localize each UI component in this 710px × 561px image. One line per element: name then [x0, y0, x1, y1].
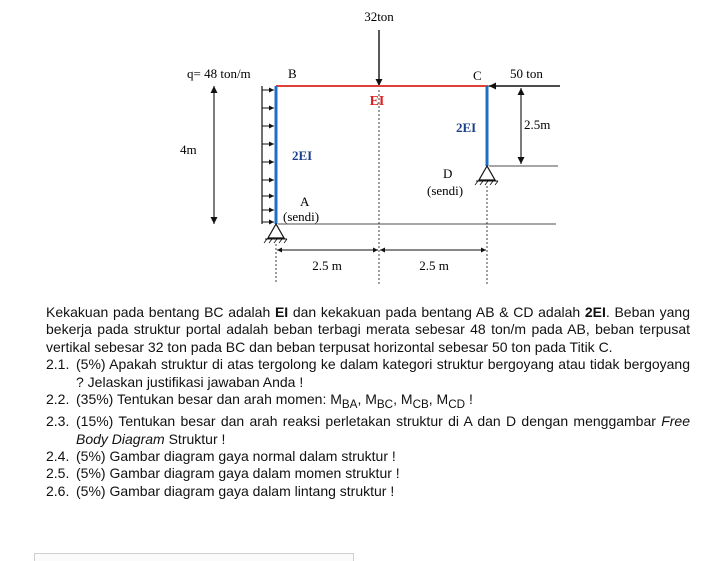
beam-stiffness-label: EI [369, 94, 385, 109]
question-text: , M [393, 391, 413, 408]
moment-subscript: CD [448, 397, 466, 411]
top-load-label: 32ton [364, 9, 394, 24]
question-2-4 [46, 448, 690, 465]
height-right-label: 2.5m [524, 117, 551, 132]
node-b-label: B [288, 66, 297, 81]
question-italic-term: Free Body Diagram [76, 413, 690, 447]
question-text: (5%) Gambar diagram gaya normal dalam struktur ! [76, 448, 396, 465]
moment-subscript: BC [376, 397, 394, 411]
column-ab-stiffness-label: 2EI [292, 148, 313, 163]
problem-intro [46, 304, 690, 356]
node-d-support-label: (sendi) [427, 183, 464, 198]
horizontal-load-label: 50 ton [510, 66, 543, 81]
question-2-3 [46, 413, 690, 448]
pin-support-a [264, 224, 287, 243]
node-c-label: C [473, 68, 482, 83]
intro-2ei: 2EI [584, 304, 606, 320]
question-text: Struktur ! [164, 430, 226, 447]
span-right-label: 2.5 m [419, 258, 449, 273]
question-text: (15%) Tentukan besar dan arah reaksi perletakan struktur di A dan D dengan menggambar [76, 413, 662, 430]
question-2-6 [46, 483, 690, 500]
question-number: 2.3. [46, 413, 70, 430]
intro-text-2: dan kekakuan pada bentang AB & CD adalah [288, 304, 585, 320]
question-number: 2.4. [46, 448, 70, 465]
node-d-label: D [443, 166, 453, 181]
question-text: (5%) Gambar diagram gaya dalam lintang struktur ! [76, 482, 395, 499]
distributed-load-label: q= 48 ton/m [187, 66, 251, 81]
height-left-label: 4m [180, 142, 197, 157]
question-text: ! [465, 391, 473, 408]
question-2-2 [46, 391, 690, 413]
question-text: , M [357, 391, 377, 408]
question-number: 2.2. [46, 391, 70, 408]
question-text: , M [428, 391, 449, 408]
question-number: 2.5. [46, 465, 70, 482]
question-text: (35%) Tentukan besar dan arah momen: M [76, 391, 342, 408]
question-2-5 [46, 465, 690, 482]
moment-subscript: BA [341, 397, 358, 411]
node-a-label: A [300, 194, 310, 209]
question-number: 2.6. [46, 482, 70, 499]
span-left-label: 2.5 m [312, 258, 342, 273]
question-text: (5%) Gambar diagram gaya dalam momen struktur ! [76, 465, 400, 482]
question-2-1 [46, 356, 690, 391]
intro-text-1: Kekakuan pada bentang BC adalah [46, 304, 275, 320]
question-text: (5%) Apakah struktur di atas tergolong ke dalam kategori struktur bergoyang atau tidak bergoyang ? Jelaskan justifikasi jawaban Anda ! [76, 356, 690, 390]
node-a-support-label: (sendi) [283, 209, 320, 224]
problem-statement [46, 304, 690, 500]
distributed-load-arrows [262, 86, 274, 224]
intro-text-3: . Beban yang bekerja pada struktur portal adalah beban terbagi merata sebesar 48 ton/m pada AB, beban terpusat vertikal sebesar 32 ton pada BC dan beban terpusat horizontal sebesar 50 ton pada Titik C. [46, 304, 690, 355]
moment-subscript: CB [412, 397, 429, 411]
question-list [46, 356, 690, 500]
question-number: 2.1. [46, 356, 70, 373]
pin-support-d [475, 166, 498, 185]
column-cd-stiffness-label: 2EI [456, 120, 477, 135]
intro-ei: EI [274, 304, 289, 320]
